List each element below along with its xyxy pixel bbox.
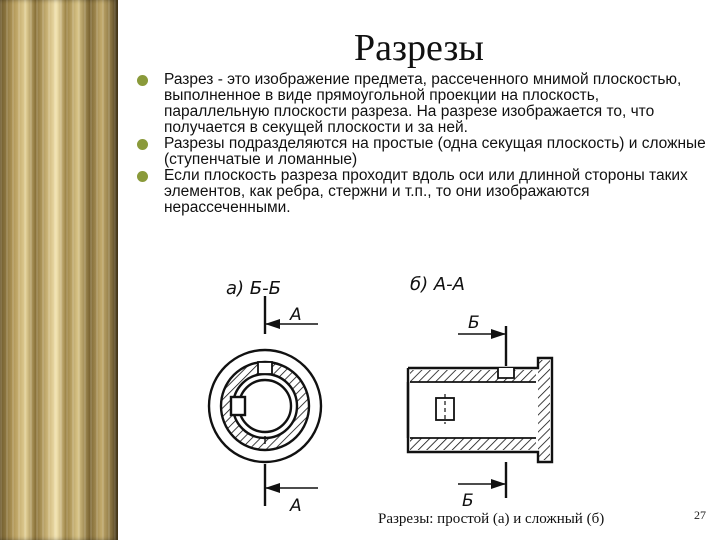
arrow-right-icon [491,479,506,489]
figure-b-heading: б) А-А [410,274,465,295]
figure-a-drawing [209,278,321,516]
bullet-text: Разрезы подразделяются на простые (одна секущая плоскость) и сложные (ступенчатые и ломанные) [164,135,706,168]
arrow-a-label-top: А [290,305,302,325]
arrow-right-icon [491,329,506,339]
bullet-item [134,136,706,168]
bullet-dot-icon [137,75,148,86]
figure-b-drawing [408,274,552,511]
bullet-dot-icon [137,139,148,150]
bullet-list [134,72,706,216]
technical-drawing [118,266,598,516]
bullet-text: Разрез - это изображение предмета, рассеченного мнимой плоскостью, выполненное в виде прямоугольной проекции на плоскость, параллельную плоскости разреза. На разрезе изображается то, что получается в секущей плоскости и за ней. [164,71,682,136]
bullet-item [134,72,706,136]
arrow-left-icon [265,319,280,329]
arrow-left-icon [265,483,280,493]
bullet-item [134,168,706,216]
decorative-gold-border [0,0,118,540]
arrow-b-label-top: Б [468,313,480,333]
bullet-dot-icon [137,171,148,182]
arrow-b-label-bottom: Б [462,491,474,511]
bullet-text: Если плоскость разреза проходит вдоль оси или длинной стороны таких элементов, как ребра, стержни и т.п., то они изображаются нерассеченными. [164,167,688,216]
slide-title: Разрезы [354,27,484,69]
figure-a-heading: а) Б-Б [226,278,281,299]
figure-caption: Разрезы: простой (а) и сложный (б) [378,511,605,527]
page-number: 27 [694,508,706,522]
arrow-a-label-bottom: А [290,496,302,516]
